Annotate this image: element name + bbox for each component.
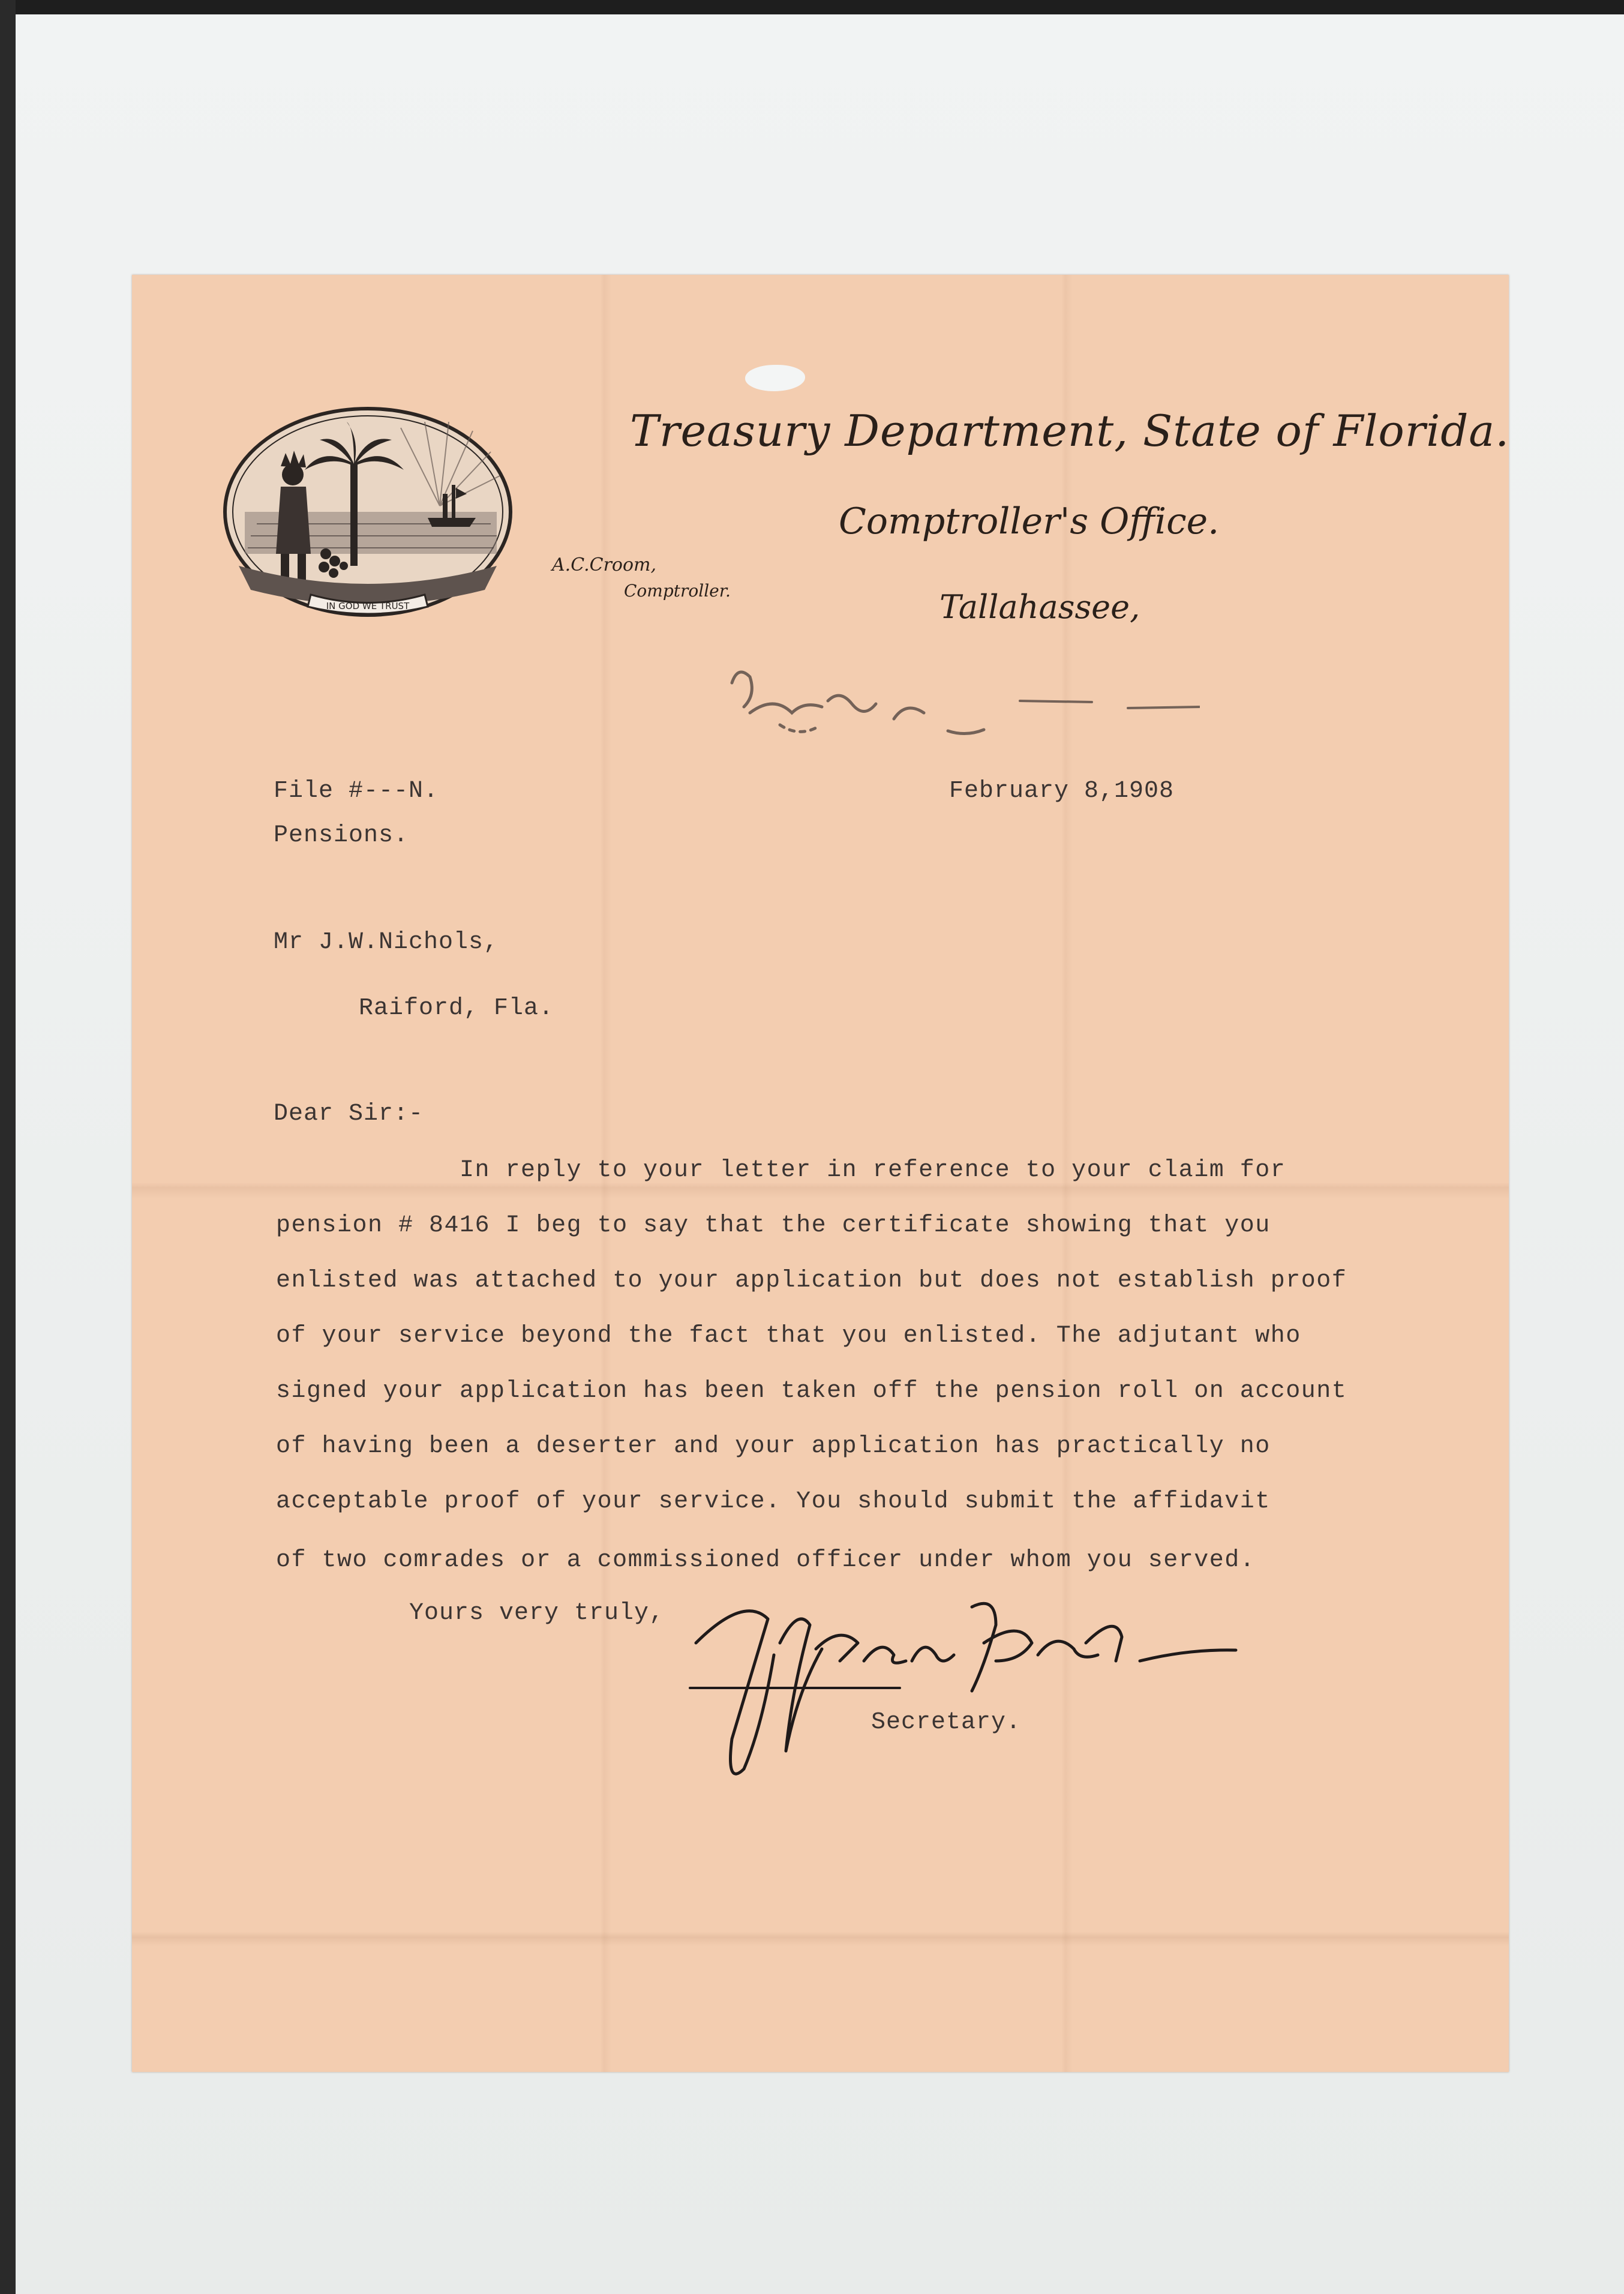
letterhead-city: Tallahassee,: [939, 588, 1140, 626]
body-line: of your service beyond the fact that you enlisted. The adjutant who: [276, 1323, 1301, 1350]
paper-hole: [745, 365, 805, 391]
letterhead-department: Treasury Department, State of Florida.: [630, 406, 1510, 456]
florida-seal-icon: [221, 404, 515, 626]
letter-page: [132, 275, 1509, 2072]
scan-border-top: [0, 0, 1624, 14]
body-line: In reply to your letter in reference to your claim for: [460, 1157, 1286, 1184]
letterhead-office: Comptroller's Office.: [839, 500, 1220, 542]
recipient-name: Mr J.W.Nichols,: [274, 929, 499, 956]
body-line: acceptable proof of your service. You should submit the affidavit: [276, 1488, 1271, 1515]
body-line: pension # 8416 I beg to say that the certificate showing that you: [276, 1212, 1271, 1239]
body-line: of having been a deserter and your application has practically no: [276, 1433, 1271, 1460]
letterhead-official-name: A.C.Croom,: [552, 554, 657, 575]
recipient-location: Raiford, Fla.: [359, 995, 554, 1022]
body-line: signed your application has been taken off the pension roll on account: [276, 1378, 1347, 1405]
letterhead-official-title: Comptroller.: [624, 581, 731, 601]
closing: Yours very truly,: [409, 1600, 665, 1627]
faded-stamp-mark: [696, 647, 1200, 749]
body-line: of two comrades or a commissioned officer under whom you served.: [276, 1547, 1256, 1574]
salutation: Dear Sir:-: [274, 1100, 424, 1127]
file-number: File #---N.: [274, 778, 439, 805]
signer-title: Secretary.: [871, 1709, 1022, 1736]
handwritten-signature: [660, 1571, 1254, 1811]
seal-motto: IN GOD WE TRUST: [326, 601, 410, 611]
scan-border-left: [0, 0, 16, 2294]
body-line: enlisted was attached to your application but does not establish proof: [276, 1267, 1347, 1294]
file-category: Pensions.: [274, 822, 409, 849]
letter-date: February 8,1908: [949, 778, 1175, 805]
